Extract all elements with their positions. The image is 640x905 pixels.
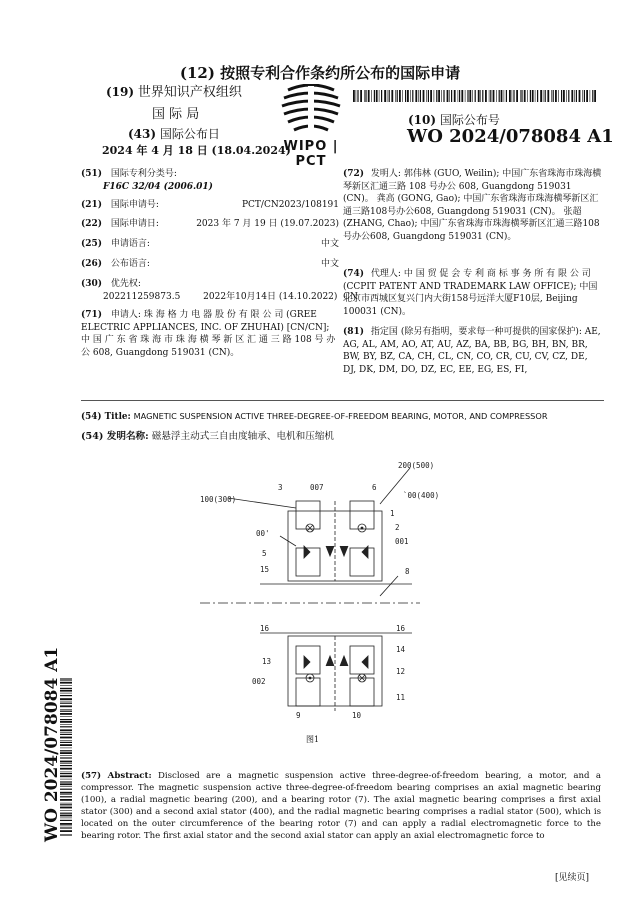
field-value: 2023 年 7 月 19 日 (19.07.2023) bbox=[196, 219, 339, 229]
svg-text:14: 14 bbox=[396, 645, 406, 654]
field-74 bbox=[343, 268, 603, 318]
field-label: 公布语言: bbox=[110, 259, 150, 269]
svg-text:002: 002 bbox=[252, 677, 266, 686]
field-value: 珠 海 格 力 电 器 股 份 有 限 公 司 (GREE ELECTRIC APPLIANCES, INC. OF ZHUHAI) [CN/CN]; 中 国 广 东 省 珠 海 市 珠 海 横 琴 新 区 汇 通 三 路 108 号 办 公 608, Guangdong 519031 (CN)。 bbox=[81, 310, 336, 358]
field-num: (25) bbox=[81, 239, 103, 249]
title-zh: 磁悬浮主动式三自由度轴承、电机和压缩机 bbox=[151, 431, 335, 442]
side-publication-number: WO 2024/078084 A1 bbox=[42, 646, 62, 842]
field-value: PCT/CN2023/108191 bbox=[241, 200, 339, 210]
svg-text:9: 9 bbox=[296, 711, 301, 720]
svg-text:11: 11 bbox=[396, 693, 406, 702]
field-num: (30) bbox=[81, 279, 103, 289]
svg-text:8: 8 bbox=[405, 567, 410, 576]
field-30 bbox=[81, 278, 358, 303]
svg-text:16: 16 bbox=[260, 624, 270, 633]
field-num: (21) bbox=[81, 200, 103, 210]
field-22 bbox=[81, 218, 339, 231]
svg-text:16: 16 bbox=[396, 624, 406, 633]
field-label: 优先权: bbox=[110, 279, 141, 289]
field-value: 郭伟林 (GUO, Weilin); 中国广东省珠海市珠海横琴新区汇通三路 108 号办公 608, Guangdong 519031 (CN)。 龚高 (GONG, Gao); 中国广东省珠海市珠海横琴新区汇通三路108号办公608, Guangdong 519031 (CN)。 张超(ZHANG, Chao); 中国广东省珠海市珠海横琴新区汇通三路108号办公608, Guangdong 519031 (CN)。 bbox=[343, 169, 602, 242]
pubno-label: 国际公布号 bbox=[439, 113, 500, 127]
svg-text:`00(400): `00(400) bbox=[403, 491, 440, 500]
field-num: (22) bbox=[81, 219, 103, 229]
org-name: 世界知识产权组织 bbox=[137, 85, 242, 100]
continued-note: [见续页] bbox=[555, 873, 590, 883]
abstract-text: Disclosed are a magnetic suspension active three-degree-of-freedom bearing, a motor, and a compressor. The magnetic suspension active three-degree-of-freedom bearing comprises an axial magnetic bearing (100), a radial magnetic bearing (200), and a bearing rotor (7). The axial magnetic bearing comprises a first axial stator (300) and a second axial stator (400), and the radial magnetic bearing comprises a radial stator (500), which is located on the outer circumference of the bearing rotor (7) and can apply a radial electromagnetic force to the bearing rotor. The first axial stator and the second axial stator can apply an axial electromagnetic force to bbox=[81, 771, 602, 841]
field-51 bbox=[81, 168, 339, 193]
field-num: (26) bbox=[81, 259, 103, 269]
wipo-logo bbox=[274, 84, 348, 169]
publication-number: WO 2024/078084 A1 bbox=[407, 126, 614, 147]
patent-figure bbox=[200, 456, 440, 744]
svg-text:007: 007 bbox=[310, 483, 324, 492]
barcode-horizontal bbox=[353, 90, 597, 102]
field-value: 202211259873.5 2022年10月14日 (14.10.2022) CN bbox=[103, 291, 358, 302]
pubdate-label-row bbox=[128, 125, 220, 142]
field-label: 申请人: bbox=[110, 310, 141, 320]
field-72 bbox=[343, 168, 603, 244]
svg-text:10: 10 bbox=[352, 711, 362, 720]
title-en: MAGNETIC SUSPENSION ACTIVE THREE-DEGREE-OF-FREEDOM BEARING, MOTOR, AND COMPRESSOR bbox=[133, 411, 548, 421]
svg-text:001: 001 bbox=[395, 537, 409, 546]
field-value: 中 国 贸 促 会 专 利 商 标 事 务 所 有 限 公 司 (CCPIT PATENT AND TRADEMARK LAW OFFICE); 中国北京市西城区复兴门内大街158号远洋大厦F10层, Beijing 100031 (CN)。 bbox=[343, 269, 598, 317]
title-zh-num: (54) 发明名称: bbox=[81, 431, 149, 442]
field-21 bbox=[81, 199, 339, 212]
field-value: (除另有指明，要求每一种可提供的国家保护): AE, AG, AL, AM, AO, AT, AU, AZ, BA, BB, BG, BH, BN, BR, BW, BY, BZ, CA, CH, CL, CN, CO, CR, CU, CV, CZ, DE, DJ, DK, DM, DO, DZ, EC, EE, EG, ES, FI, bbox=[343, 327, 601, 375]
separator-line bbox=[81, 400, 604, 401]
org-sub: 国 际 局 bbox=[152, 107, 200, 122]
wipo-logo-text: WIPO | PCT bbox=[283, 139, 339, 169]
org-num: (19) bbox=[106, 85, 135, 99]
field-label: 指定国 bbox=[370, 327, 398, 337]
pubdate-label: 国际公布日 bbox=[159, 127, 220, 141]
document-type-heading: (12) 按照专利合作条约所公布的国际申请 bbox=[179, 64, 461, 82]
field-value: F16C 32/04 (2006.01) bbox=[103, 181, 213, 192]
field-label: 申请语言: bbox=[110, 239, 150, 249]
field-value: 中文 bbox=[320, 239, 339, 249]
svg-text:15: 15 bbox=[260, 565, 270, 574]
field-label: 国际申请日: bbox=[110, 219, 159, 229]
svg-text:1: 1 bbox=[390, 509, 395, 518]
field-71 bbox=[81, 309, 339, 359]
svg-text:3: 3 bbox=[278, 483, 283, 492]
field-label: 国际专利分类号: bbox=[110, 169, 177, 179]
pubdate-num: (43) bbox=[128, 127, 157, 141]
field-25 bbox=[81, 238, 339, 251]
field-num: (72) bbox=[343, 169, 365, 179]
svg-text:12: 12 bbox=[396, 667, 406, 676]
field-26 bbox=[81, 258, 339, 271]
field-num: (71) bbox=[81, 310, 103, 320]
svg-text:2: 2 bbox=[395, 523, 400, 532]
field-label: 代理人: bbox=[370, 269, 401, 279]
abstract bbox=[81, 770, 601, 842]
title-zh-row bbox=[81, 431, 334, 443]
field-value: 中文 bbox=[320, 259, 339, 269]
svg-text:100(300): 100(300) bbox=[200, 495, 237, 504]
svg-text:200(500): 200(500) bbox=[398, 461, 435, 470]
field-label: 国际申请号: bbox=[110, 200, 159, 210]
svg-text:6: 6 bbox=[372, 483, 377, 492]
field-81 bbox=[343, 326, 603, 376]
field-label: 发明人: bbox=[370, 169, 401, 179]
pubno-num: (10) bbox=[408, 113, 437, 127]
field-num: (74) bbox=[343, 269, 365, 279]
org-block bbox=[106, 86, 242, 99]
svg-text:13: 13 bbox=[262, 657, 272, 666]
field-num: (51) bbox=[81, 169, 103, 179]
svg-text:5: 5 bbox=[262, 549, 267, 558]
title-en-row bbox=[81, 410, 601, 423]
field-num: (81) bbox=[343, 327, 365, 337]
figure-caption: 图1 bbox=[306, 735, 320, 744]
pubdate-value: 2024 年 4 月 18 日 (18.04.2024) bbox=[102, 144, 291, 157]
svg-text:00': 00' bbox=[256, 529, 270, 538]
abstract-label: (57) Abstract: bbox=[81, 771, 152, 781]
title-en-num: (54) Title: bbox=[81, 412, 131, 422]
